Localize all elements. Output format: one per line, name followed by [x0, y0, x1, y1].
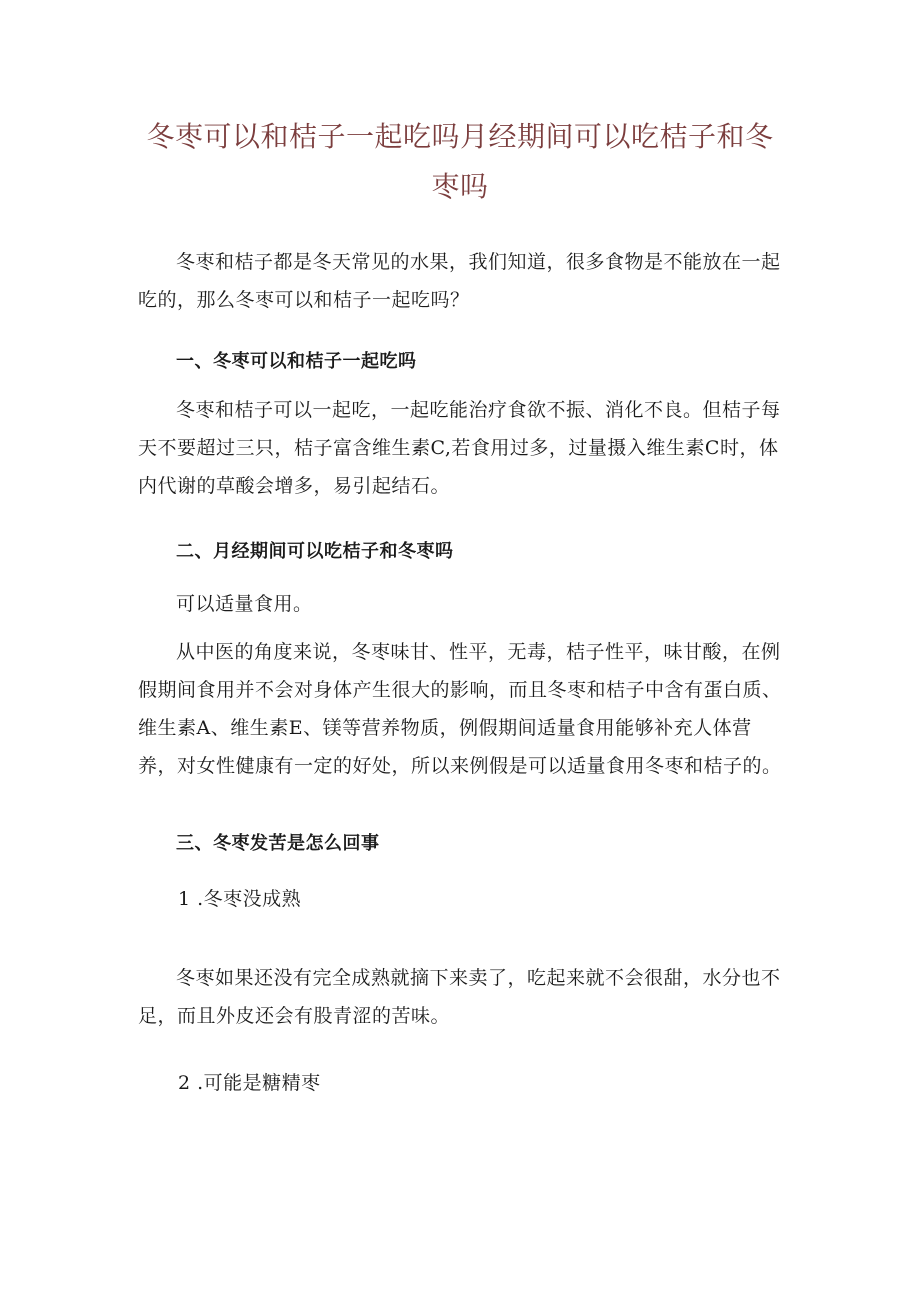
section-1-paragraph: 冬枣和桔子可以一起吃，一起吃能治疗食欲不振、消化不良。但桔子每天不要超过三只，桔子富含维生素C,若食用过多，过量摄入维生素C时，体内代谢的草酸会增多，易引起结石。: [138, 399, 781, 497]
section-3-item-1-paragraph: 冬枣如果还没有完全成熟就摘下来卖了，吃起来就不会很甜，水分也不足，而且外皮还会有股青涩的苦味。: [138, 967, 781, 1027]
page-title: 冬枣可以和桔子一起吃吗月经期间可以吃桔子和冬枣吗: [146, 120, 774, 203]
intro-paragraph: 冬枣和桔子都是冬天常见的水果，我们知道，很多食物是不能放在一起吃的，那么冬枣可以和桔子一起吃吗？: [138, 251, 781, 311]
section-3-item-1-label: 1 .冬枣没成熟: [178, 888, 302, 910]
section-3-heading: 三、冬枣发苦是怎么回事: [176, 833, 380, 854]
section-2-heading: 二、月经期间可以吃桔子和冬枣吗: [176, 541, 454, 562]
section-3-item-2-label: 2 .可能是糖精枣: [178, 1072, 321, 1094]
section-2-short-paragraph: 可以适量食用。: [176, 593, 313, 615]
section-1-heading: 一、冬枣可以和桔子一起吃吗: [176, 351, 417, 372]
section-2-paragraph: 从中医的角度来说，冬枣味甘、性平，无毒，桔子性平，味甘酸，在例假期间食用并不会对身体产生很大的影响，而且冬枣和桔子中含有蛋白质、维生素A、维生素E、镁等营养物质，例假期间适量食用能够补充人体营养，对女性健康有一定的好处，所以来例假是可以适量食用冬枣和桔子的。: [138, 641, 782, 777]
